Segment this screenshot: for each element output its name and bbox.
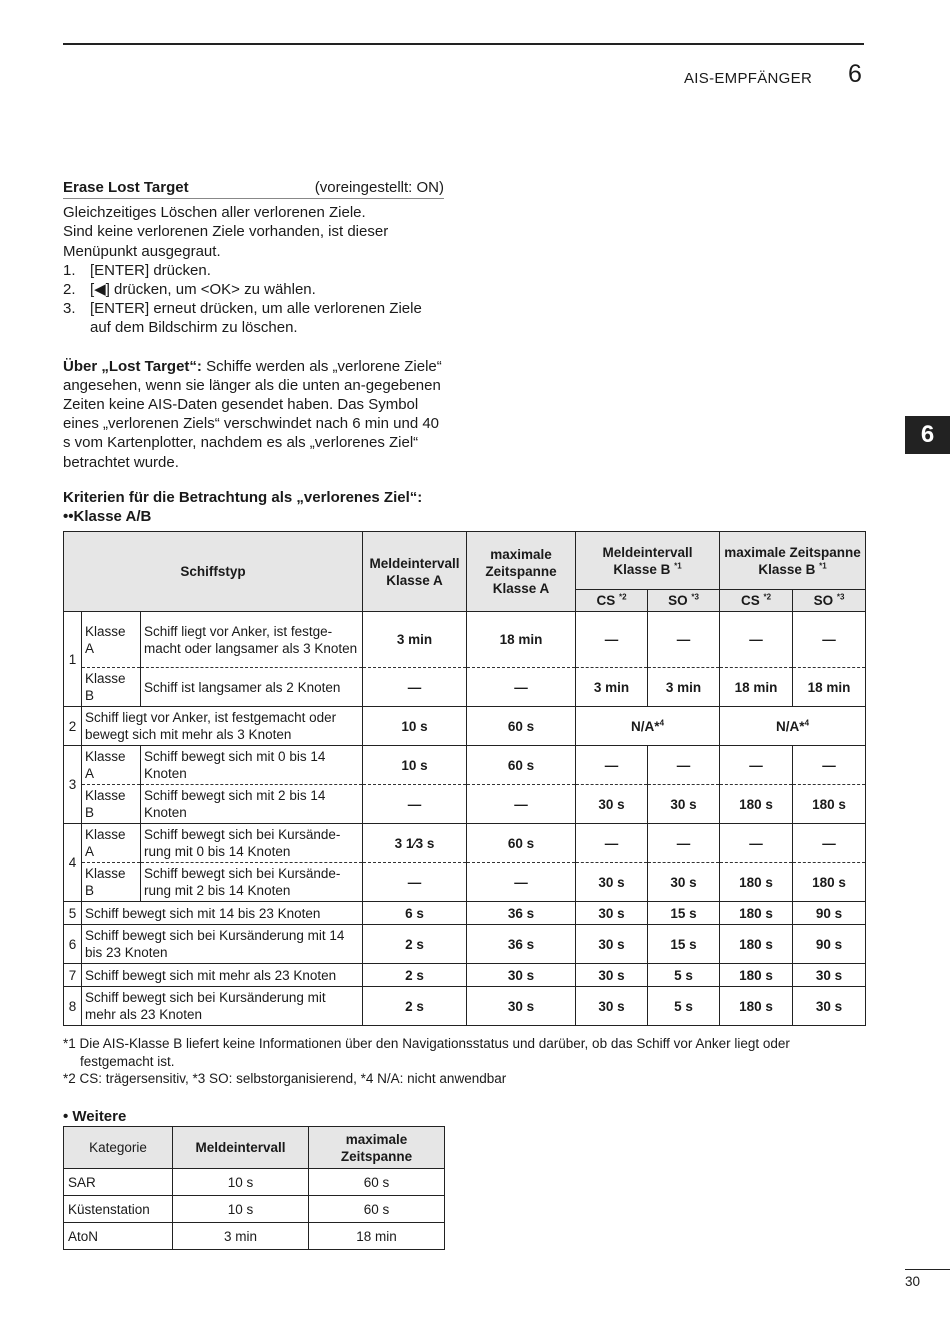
- erase-lost-target-section: [63, 178, 444, 472]
- section-heading: [63, 178, 444, 199]
- table-row: SAR 10 s 60 s: [64, 1169, 445, 1196]
- row-number: 1: [64, 612, 82, 707]
- class-label: Klasse B: [82, 785, 141, 824]
- footnote-2: *2 CS: trägersensitiv, *3 SO: selbstorganisierend, *4 N/A: nicht anwendbar: [63, 1071, 507, 1086]
- ship-description: Schiff bewegt sich mit mehr als 23 Knoten: [82, 964, 363, 987]
- list-item: 3. [ENTER] erneut drücken, um alle verlorenen Ziele auf dem Bildschirm zu löschen.: [63, 300, 422, 337]
- header-max: maximale Zeitspanne: [309, 1127, 445, 1169]
- header-max-b: maximale Zeitspanne Klasse B $^{*1}$: [720, 532, 866, 590]
- row-number: 5: [64, 902, 82, 925]
- class-label: Klasse A: [82, 612, 141, 668]
- page-number: 30: [905, 1274, 921, 1289]
- table-row: Klasse B Schiff bewegt sich bei Kursände-rung mit 2 bis 14 Knoten — — 30 s 30 s 180 s 180 s: [64, 863, 866, 902]
- chapter-tab[interactable]: 6: [905, 416, 950, 454]
- criteria-heading: [63, 488, 422, 526]
- class-label: Klasse B: [82, 668, 141, 707]
- header-interval-a: Meldeintervall Klasse A: [363, 532, 467, 612]
- header-cs: CS $^{*2}$: [720, 590, 793, 612]
- row-number: 2: [64, 707, 82, 746]
- about-label: Über „Lost Target“:: [63, 357, 202, 375]
- criteria-subtitle: ••Klasse A/B: [63, 508, 152, 525]
- criteria-title: Kriterien für die Betrachtung als „verlorenes Ziel“:: [63, 489, 423, 506]
- intro-line-1: Gleichzeitiges Löschen aller verlorenen Ziele.: [63, 204, 366, 222]
- table-row: Klasse B Schiff bewegt sich mit 2 bis 14 Knoten — — 30 s 30 s 180 s 180 s: [64, 785, 866, 824]
- header-ship-type: Schiffstyp: [64, 532, 363, 612]
- header-so: SO $^{*3}$: [793, 590, 866, 612]
- list-item: 2. [◀] drücken, um <OK> zu wählen.: [63, 281, 316, 299]
- table-row: 5 Schiff bewegt sich mit 14 bis 23 Knoten 6 s 36 s 30 s 15 s 180 s 90 s: [64, 902, 866, 925]
- ship-description: Schiff bewegt sich bei Kursänderung mit mehr als 23 Knoten: [82, 987, 363, 1026]
- header-interval-b: Meldeintervall Klasse B $^{*1}$: [576, 532, 720, 590]
- table-row: 7 Schiff bewegt sich mit mehr als 23 Knoten 2 s 30 s 30 s 5 s 180 s 30 s: [64, 964, 866, 987]
- header-max-a: maximale Zeitspanne Klasse A: [467, 532, 576, 612]
- chapter-number: 6: [848, 60, 862, 88]
- footer-rule: [905, 1269, 950, 1270]
- about-text: Schiffe werden als „verlorene Ziele“ angesehen, wenn sie länger als die unten an-gegebenen Zeiten keine AIS-Daten gesendet haben. Das Symbol eines „verlorenen Ziels“ verschwindet nach 6 min und 40 s vom Kartenplotter, nachdem es als „verlorenes Ziel“ betrachtet wurde.: [63, 357, 442, 471]
- row-number: 8: [64, 987, 82, 1026]
- table-row: 4 Klasse A Schiff bewegt sich bei Kursände-rung mit 0 bis 14 Knoten 3 1⁄3 s 60 s — — — —: [64, 824, 866, 863]
- lost-target-table: [63, 531, 866, 1026]
- ship-description: Schiff bewegt sich mit 0 bis 14 Knoten: [141, 746, 363, 785]
- header-interval: Meldeintervall: [173, 1127, 309, 1169]
- table-row: 6 Schiff bewegt sich bei Kursänderung mit 14 bis 23 Knoten 2 s 36 s 30 s 15 s 180 s 90 s: [64, 925, 866, 964]
- list-item: 1. [ENTER] drücken.: [63, 261, 211, 279]
- table-row: Küstenstation 10 s 60 s: [64, 1196, 445, 1223]
- ship-description: Schiff bewegt sich mit 14 bis 23 Knoten: [82, 902, 363, 925]
- na-cell: N/A*$^4$: [720, 707, 866, 746]
- table-row: Klasse B Schiff ist langsamer als 2 Knoten — — 3 min 3 min 18 min 18 min: [64, 668, 866, 707]
- header-so: SO $^{*3}$: [648, 590, 720, 612]
- class-label: Klasse B: [82, 863, 141, 902]
- ship-description: Schiff liegt vor Anker, ist festge-macht oder langsamer als 3 Knoten: [141, 612, 363, 668]
- row-number: 7: [64, 964, 82, 987]
- class-label: Klasse A: [82, 746, 141, 785]
- ship-description: Schiff bewegt sich bei Kursände-rung mit 2 bis 14 Knoten: [141, 863, 363, 902]
- row-number: 6: [64, 925, 82, 964]
- section-title: Erase Lost Target: [63, 179, 189, 196]
- ship-description: Schiff bewegt sich mit 2 bis 14 Knoten: [141, 785, 363, 824]
- chapter-title: AIS-EMPFÄNGER: [684, 70, 813, 87]
- header-category: Kategorie: [64, 1127, 173, 1169]
- steps-list: [63, 261, 444, 338]
- footnote-1: *1 Die AIS-Klasse B liefert keine Informationen über den Navigationsstatus und darüber, ob das Schiff vor Anker liegt oder festgemacht ist.: [63, 1036, 790, 1069]
- about-lost-target: [63, 357, 444, 472]
- top-rule: [63, 43, 864, 45]
- table-row: AtoN 3 min 18 min: [64, 1223, 445, 1250]
- table-row: 2 Schiff liegt vor Anker, ist festgemacht oder bewegt sich mit mehr als 3 Knoten 10 s 60 s N/A*$^4$ N/A*$^4$: [64, 707, 866, 746]
- other-table: [63, 1126, 445, 1250]
- row-number: 3: [64, 746, 82, 824]
- other-title: • Weitere: [63, 1108, 127, 1125]
- na-cell: N/A*$^4$: [576, 707, 720, 746]
- ship-description: Schiff ist langsamer als 2 Knoten: [141, 668, 363, 707]
- ship-description: Schiff liegt vor Anker, ist festgemacht oder bewegt sich mit mehr als 3 Knoten: [82, 707, 363, 746]
- header-cs: CS $^{*2}$: [576, 590, 648, 612]
- table-row: 1 Klasse A Schiff liegt vor Anker, ist festge-macht oder langsamer als 3 Knoten 3 min 18 min — — — —: [64, 612, 866, 668]
- row-number: 4: [64, 824, 82, 902]
- intro-line-2: Sind keine verlorenen Ziele vorhanden, ist dieser Menüpunkt ausgegraut.: [63, 223, 389, 260]
- ship-description: Schiff bewegt sich bei Kursände-rung mit 0 bis 14 Knoten: [141, 824, 363, 863]
- table-row: 3 Klasse A Schiff bewegt sich mit 0 bis 14 Knoten 10 s 60 s — — — —: [64, 746, 866, 785]
- section-default: (voreingestellt: ON): [314, 179, 444, 196]
- ship-description: Schiff bewegt sich bei Kursänderung mit 14 bis 23 Knoten: [82, 925, 363, 964]
- footnotes: [63, 1035, 863, 1088]
- table-row: 8 Schiff bewegt sich bei Kursänderung mit mehr als 23 Knoten 2 s 30 s 30 s 5 s 180 s 30 s: [64, 987, 866, 1026]
- class-label: Klasse A: [82, 824, 141, 863]
